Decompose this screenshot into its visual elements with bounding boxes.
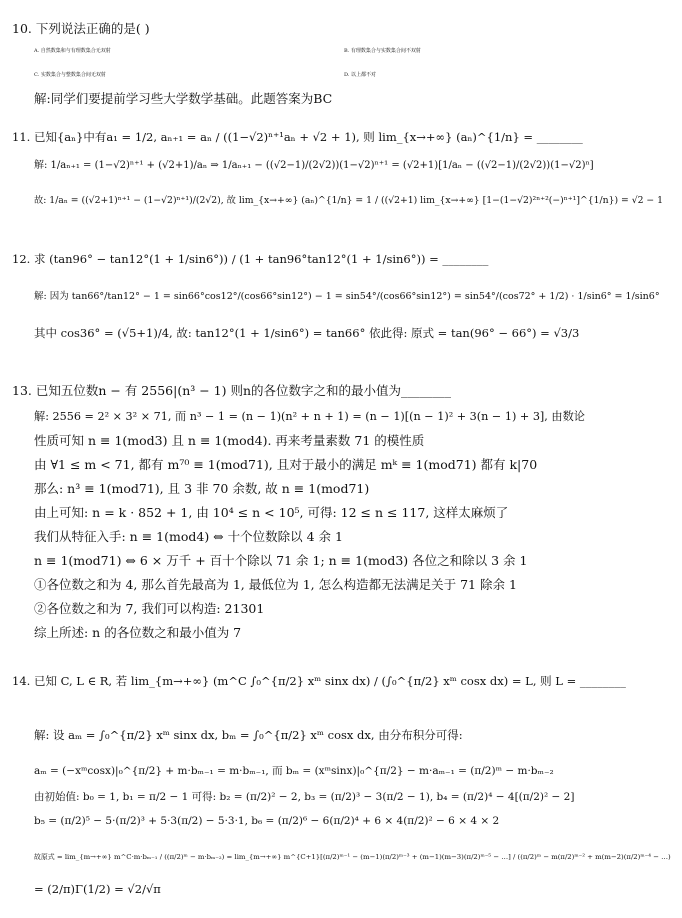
q13-stem: 13. 已知五位数n − 有 2556|(n³ − 1) 则n的各位数字之和的最小值为________: [12, 383, 452, 398]
q13-solution-line: ②各位数之和为 7, 我们可以构造: 21301: [34, 601, 265, 616]
q13-solution-line: 由上可知: n = k · 852 + 1, 由 10⁴ ≤ n < 10⁵, 可得: 12 ≤ n ≤ 117, 这样太麻烦了: [34, 505, 509, 520]
q10-option-a: A. 自然数集和与有理数集合无双射: [34, 48, 111, 54]
q12-solution-line1: 解: 因为 tan66°/tan12° − 1 = sin66°cos12°/(cos66°sin12°) − 1 = sin54°/(cos66°sin12°) = sin54°/(cos72° + 1/2) · 1/sin6° = 1/sin6°: [34, 291, 660, 302]
q14-solution-line: 解: 设 aₘ = ∫₀^{π/2} xᵐ sinx dx, bₘ = ∫₀^{π/2} xᵐ cosx dx, 由分布积分可得:: [34, 728, 463, 742]
q14-stem: 14. 已知 C, L ∈ R, 若 lim_{m→+∞} (m^C ∫₀^{π/2} xᵐ sinx dx) / (∫₀^{π/2} xᵐ cosx dx) = L, 则 L = ________: [12, 674, 626, 688]
q13-solution-line: 综上所述: n 的各位数之和最小值为 7: [34, 625, 242, 640]
q10-option-b: B. 有理数集合与实数集合间不双射: [344, 48, 421, 54]
q14-solution-line: = (2/π)Γ(1/2) = √2/√π: [34, 882, 161, 896]
q13-solution-line: ①各位数之和为 4, 那么首先最高为 1, 最低位为 1, 怎么构造都无法满足关于 71 除余 1: [34, 577, 517, 592]
q13-solution-line: 我们从特征入手: n ≡ 1(mod4) ⇔ 十个位数除以 4 余 1: [34, 529, 343, 544]
q13-solution-line: 解: 2556 = 2² × 3² × 71, 而 n³ − 1 = (n − 1)(n² + n + 1) = (n − 1)[(n − 1)² + 3(n − 1) + 3], 由数论: [34, 410, 585, 423]
q12-stem: 12. 求 (tan96° − tan12°(1 + 1/sin6°)) / (1 + tan96°tan12°(1 + 1/sin6°)) = ________: [12, 252, 489, 266]
q11-solution-line1: 解: 1/aₙ₊₁ = (1−√2)ⁿ⁺¹ + (√2+1)/aₙ ⇒ 1/aₙ₊₁ − ((√2−1)/(2√2))(1−√2)ⁿ⁺¹ = (√2+1)[1/aₙ − ((√2−1)/(2√2))(1−√2)ⁿ]: [34, 160, 594, 171]
q13-solution-line: 性质可知 n ≡ 1(mod3) 且 n ≡ 1(mod4). 再来考量素数 71 的模性质: [34, 433, 425, 448]
q10-option-d: D. 以上都不对: [344, 72, 377, 78]
q14-solution-line: 故原式 = lim_{m→+∞} m^C·m·bₘ₋₁ / ((π/2)ᵐ − m·bₘ₋₂) = lim_{m→+∞} m^{C+1}[(π/2)ᵐ⁻¹ − (m−1)(π/2)ᵐ⁻³ + (m−1)(m−3)(π/2)ᵐ⁻⁵ − …] / ((π/2)ᵐ − m(π/2)ᵐ⁻² + m(m−2)(π/2)ᵐ⁻⁴ − …): [34, 853, 671, 861]
q10-solution: 解:同学们要提前学习些大学数学基础。此题答案为BC: [34, 91, 333, 106]
q14-solution-line: b₅ = (π/2)⁵ − 5·(π/2)³ + 5·3(π/2) − 5·3·1, b₆ = (π/2)⁶ − 6(π/2)⁴ + 6 × 4(π/2)² − 6 × 4 × 2: [34, 815, 500, 827]
q13-solution-line: 那么: n³ ≡ 1(mod71), 且 3 非 70 余数, 故 n ≡ 1(mod71): [34, 481, 370, 496]
q13-solution-line: n ≡ 1(mod71) ⇔ 6 × 万千 + 百十个除以 71 余 1; n ≡ 1(mod3) 各位之和除以 3 余 1: [34, 553, 528, 568]
q12-solution-line2: 其中 cos36° = (√5+1)/4, 故: tan12°(1 + 1/sin6°) = tan66° 依此得: 原式 = tan(96° − 66°) = √3/3: [34, 326, 580, 340]
q14-solution-line: aₘ = (−xᵐcosx)|₀^{π/2} + m·bₘ₋₁ = m·bₘ₋₁, 而 bₘ = (xᵐsinx)|₀^{π/2} − m·aₘ₋₁ = (π/2)ᵐ − m·bₘ₋₂: [34, 765, 554, 777]
q10-stem: 10. 下列说法正确的是( ): [12, 21, 150, 36]
q11-solution-line2: 故: 1/aₙ = ((√2+1)ⁿ⁺¹ − (1−√2)ⁿ⁺¹)/(2√2), 故 lim_{x→+∞} (aₙ)^{1/n} = 1 / ((√2+1) lim_{x→+∞} [1−(1−√2)²ⁿ⁺²(−)ⁿ⁺¹]^{1/n}) = √2 − 1: [34, 195, 663, 206]
q14-solution-line: 由初始值: b₀ = 1, b₁ = π/2 − 1 可得: b₂ = (π/2)² − 2, b₃ = (π/2)³ − 3(π/2 − 1), b₄ = (π/2)⁴ − 4[(π/2)² − 2]: [34, 791, 575, 803]
q10-option-c: C. 实数集合与整数集合间无双射: [34, 72, 106, 78]
q13-solution-line: 由 ∀1 ≤ m < 71, 都有 m⁷⁰ ≡ 1(mod71), 且对于最小的满足 mᵏ ≡ 1(mod71) 都有 k|70: [34, 457, 538, 472]
q11-stem: 11. 已知{aₙ}中有a₁ = 1/2, aₙ₊₁ = aₙ / ((1−√2)ⁿ⁺¹aₙ + √2 + 1), 则 lim_{x→+∞} (aₙ)^{1/n} = ________: [12, 130, 583, 144]
